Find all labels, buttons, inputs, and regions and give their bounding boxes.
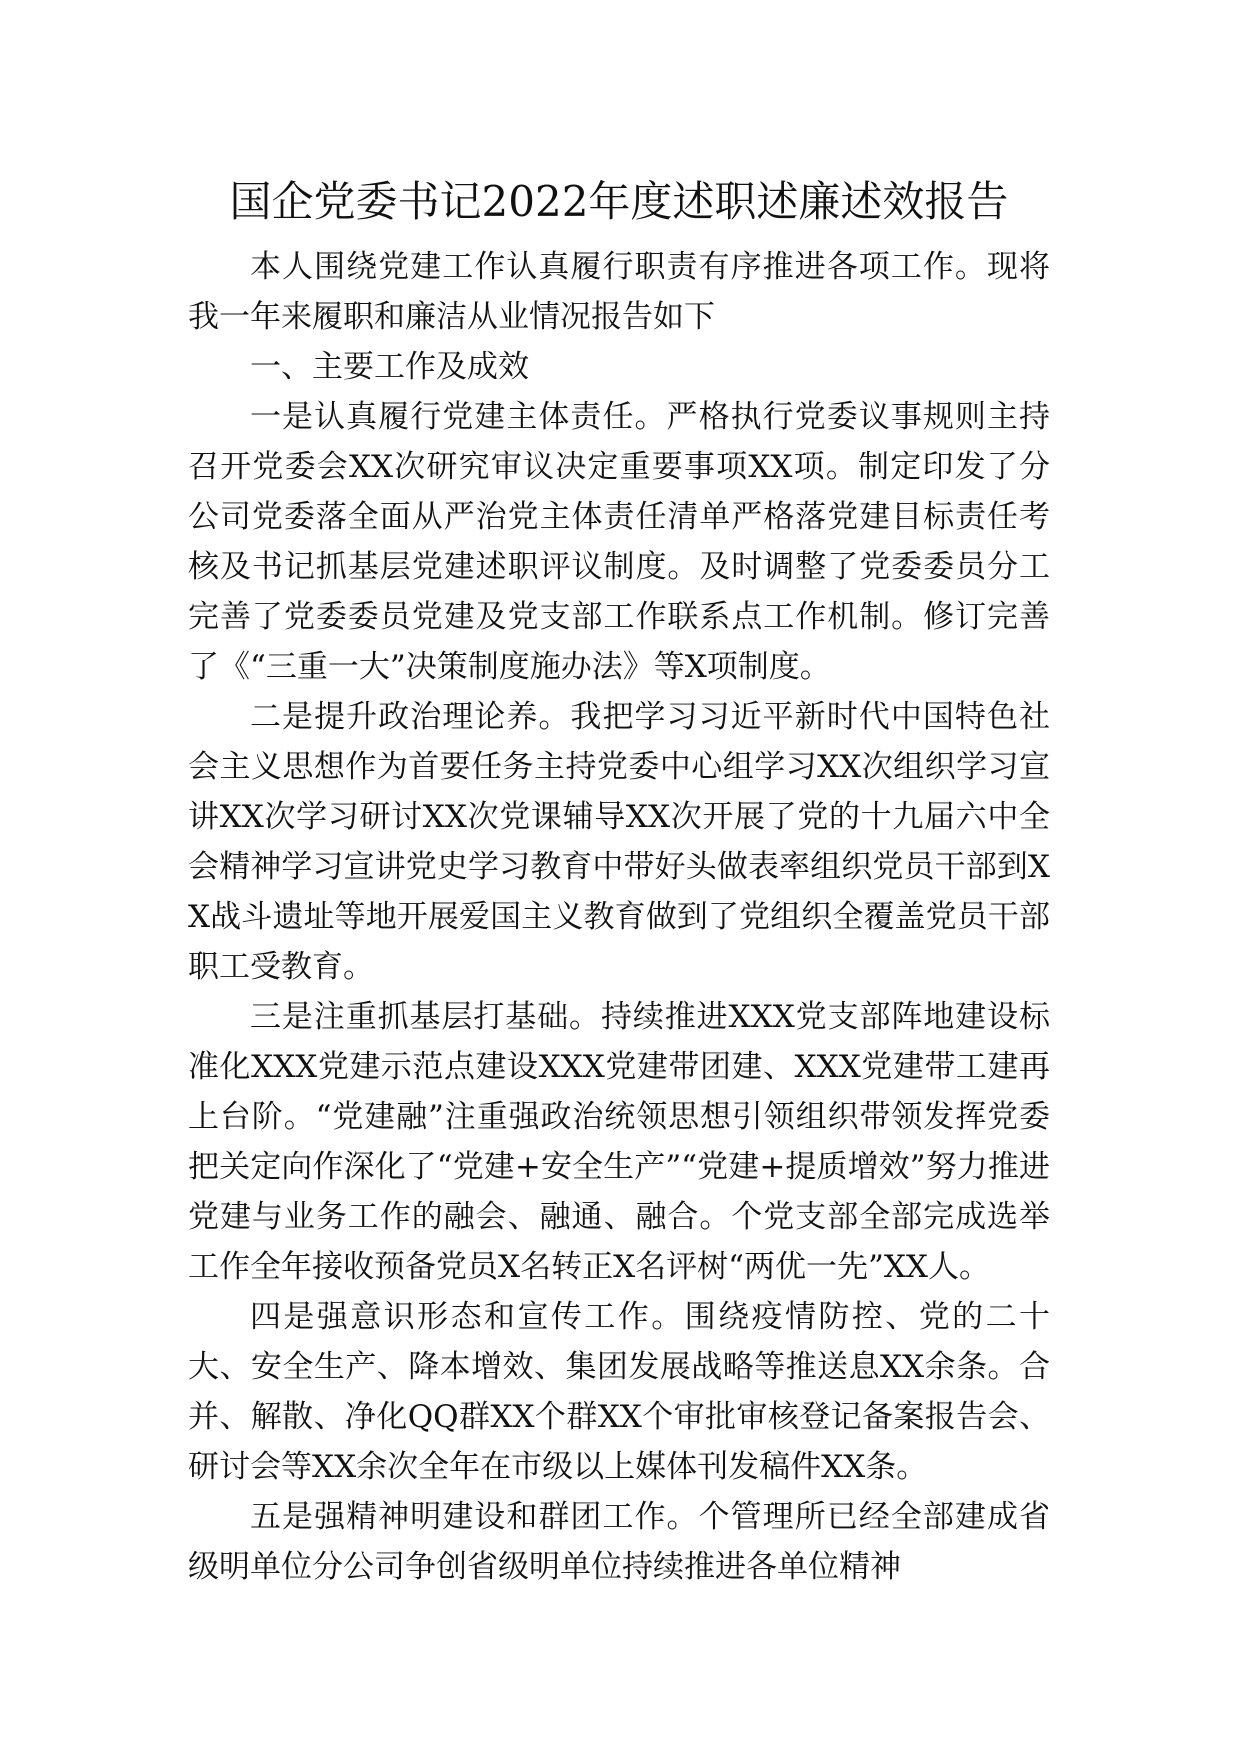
paragraph-political-theory: 二是提升政治理论养。我把学习习近平新时代中国特色社会主义思想作为首要任务主持党委中心组学习XX次组织学习宣讲XX次学习研讨XX次党课辅导XX次开展了党的十九届六中全会精神学习宣讲党史学习教育中带好头做表率组织党员干部到XX战斗遗址等地开展爱国主义教育做到了党组织全覆盖党员干部职工受教育。 (188, 699, 1050, 985)
document-title: 国企党委书记2022年度述职述廉述效报告 (229, 177, 1009, 226)
paragraph-party-responsibility: 一是认真履行党建主体责任。严格执行党委议事规则主持召开党委会XX次研究审议决定重要事项XX项。制定印发了分公司党委落全面从严治党主体责任清单严格落党建目标责任考核及书记抓基层党建述职评议制度。及时调整了党委委员分工完善了党委委员党建及党支部工作联系点工作机制。修订完善了《“三重一大”决策制度施办法》等X项制度。 (188, 399, 1050, 685)
intro-paragraph: 本人围绕党建工作认真履行职责有序推进各项工作。现将我一年来履职和廉洁从业情况报告如下 (188, 249, 1050, 335)
paragraph-civilization-mass-work: 五是强精神明建设和群团工作。个管理所已经全部建成省级明单位分公司争创省级明单位持续推进各单位精神 (188, 1499, 1050, 1585)
document-page (188, 170, 1050, 1592)
paragraph-ideology-publicity: 四是强意识形态和宣传工作。围绕疫情防控、党的二十大、安全生产、降本增效、集团发展战略等推送息XX余条。合并、解散、净化QQ群XX个群XX个审批审核登记备案报告会、研讨会等XX余次全年在市级以上媒体刊发稿件XX条。 (188, 1299, 1050, 1485)
section-heading-main-work: 一、主要工作及成效 (250, 349, 529, 385)
paragraph-grassroots: 三是注重抓基层打基础。持续推进XXX党支部阵地建设标准化XXX党建示范点建设XXX党建带团建、XXX党建带工建再上台阶。“党建融”注重强政治统领思想引领组织带领发挥党委把关定向作深化了“党建+安全生产”“党建+提质增效”努力推进党建与业务工作的融会、融通、融合。个党支部全部完成选举工作全年接收预备党员X名转正X名评树“两优一先”XX人。 (188, 999, 1050, 1285)
